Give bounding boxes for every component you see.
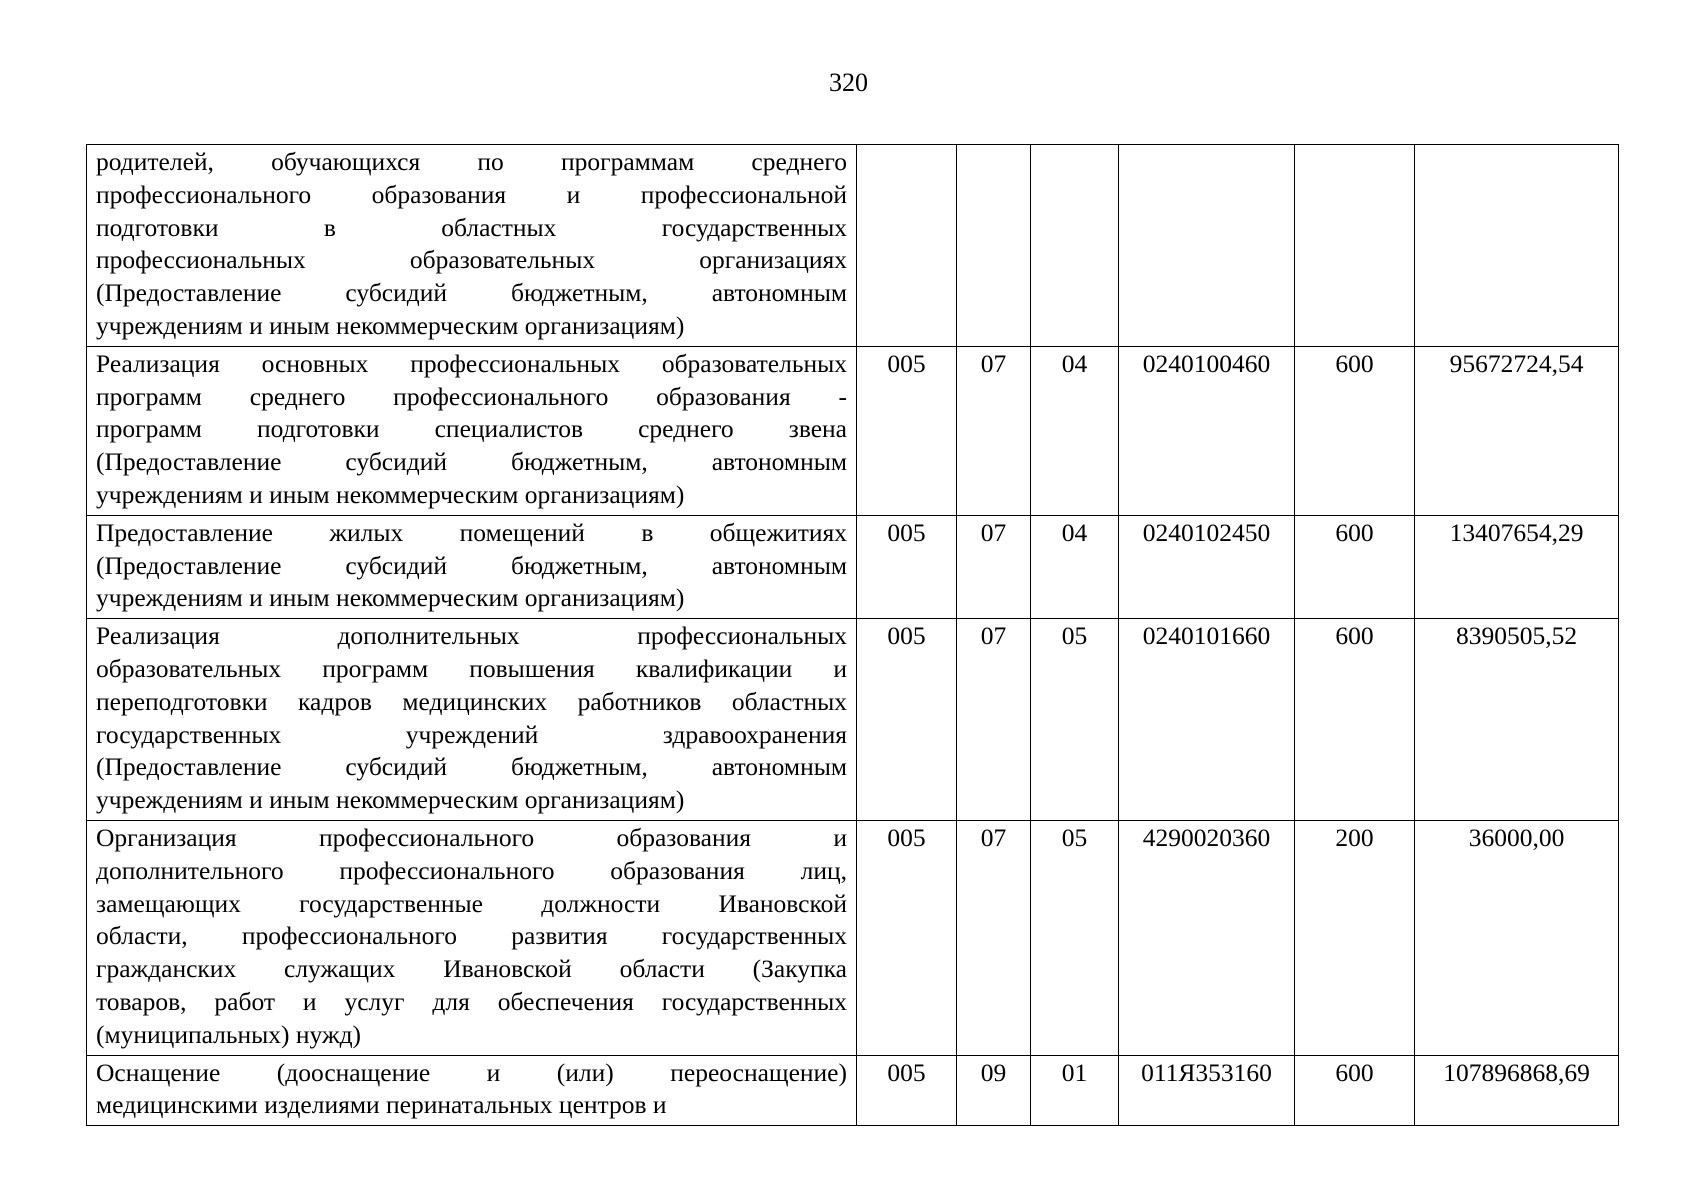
description-line: Реализация дополнительных профессиональных — [96, 621, 847, 651]
description-line: (муниципальных) нужд) — [96, 1019, 362, 1049]
table-row — [87, 820, 1619, 1055]
expense-type-cell: 600 — [1295, 515, 1415, 618]
table-row — [87, 619, 1619, 821]
description-cell — [87, 346, 857, 515]
description-line: Оснащение (дооснащение и (или) переоснащение) — [96, 1057, 847, 1087]
table-row — [87, 1055, 1619, 1126]
description-line: (Предоставление субсидий бюджетным, автономным — [96, 752, 847, 782]
subsection-code-cell — [1031, 145, 1119, 347]
description-cell — [87, 619, 857, 821]
section-code-cell — [957, 145, 1031, 347]
description-line: учреждениям и иным некоммерческим организациям) — [96, 785, 685, 815]
description-line: программ среднего профессионального образования - — [96, 381, 847, 411]
subsection-code-cell: 04 — [1031, 515, 1119, 618]
description-line: дополнительного профессионального образования лиц, — [96, 855, 847, 885]
budget-table — [86, 144, 1619, 1126]
description-cell — [87, 1055, 857, 1126]
ministry-code-cell: 005 — [857, 619, 957, 821]
amount-cell: 36000,00 — [1415, 820, 1619, 1055]
table-body — [87, 145, 1619, 1126]
ministry-code-cell: 005 — [857, 515, 957, 618]
target-article-cell — [1119, 145, 1295, 347]
subsection-code-cell: 04 — [1031, 346, 1119, 515]
amount-cell: 13407654,29 — [1415, 515, 1619, 618]
description-line: учреждениям и иным некоммерческим организациям) — [96, 479, 685, 509]
description-line: замещающих государственные должности Ивановской — [96, 888, 847, 918]
expense-type-cell: 600 — [1295, 1055, 1415, 1126]
description-line: государственных учреждений здравоохранения — [96, 719, 847, 749]
section-code-cell: 07 — [957, 619, 1031, 821]
expense-type-cell — [1295, 145, 1415, 347]
amount-cell: 95672724,54 — [1415, 346, 1619, 515]
ministry-code-cell: 005 — [857, 346, 957, 515]
description-line: программ подготовки специалистов среднего звена — [96, 414, 847, 444]
description-line: профессиональных образовательных организациях — [96, 245, 847, 275]
description-line: области, профессионального развития государственных — [96, 921, 847, 951]
expense-type-cell: 600 — [1295, 619, 1415, 821]
page-number: 320 — [829, 68, 868, 97]
expense-type-cell: 600 — [1295, 346, 1415, 515]
description-line: гражданских служащих Ивановской области (Закупка — [96, 954, 847, 984]
table-row — [87, 515, 1619, 618]
table-row — [87, 145, 1619, 347]
amount-cell: 8390505,52 — [1415, 619, 1619, 821]
description-cell — [87, 145, 857, 347]
amount-cell: 107896868,69 — [1415, 1055, 1619, 1126]
section-code-cell: 07 — [957, 820, 1031, 1055]
description-line: переподготовки кадров медицинских работников областных — [96, 686, 847, 716]
description-line: Реализация основных профессиональных образовательных — [96, 348, 847, 378]
description-line: родителей, обучающихся по программам среднего — [96, 147, 847, 176]
section-code-cell: 07 — [957, 346, 1031, 515]
subsection-code-cell: 01 — [1031, 1055, 1119, 1126]
target-article-cell: 011Я353160 — [1119, 1055, 1295, 1126]
section-code-cell: 07 — [957, 515, 1031, 618]
description-cell — [87, 820, 857, 1055]
description-line: Предоставление жилых помещений в общежитиях — [96, 517, 847, 547]
description-line: образовательных программ повышения квалификации и — [96, 653, 847, 683]
expense-type-cell: 200 — [1295, 820, 1415, 1055]
description-line: учреждениям и иным некоммерческим организациям) — [96, 583, 685, 613]
description-line: подготовки в областных государственных — [96, 212, 847, 242]
description-line: (Предоставление субсидий бюджетным, автономным — [96, 447, 847, 477]
description-line: товаров, работ и услуг для обеспечения государственных — [96, 986, 847, 1016]
target-article-cell: 4290020360 — [1119, 820, 1295, 1055]
section-code-cell: 09 — [957, 1055, 1031, 1126]
target-article-cell: 0240101660 — [1119, 619, 1295, 821]
target-article-cell: 0240102450 — [1119, 515, 1295, 618]
description-cell — [87, 515, 857, 618]
description-line: учреждениям и иным некоммерческим организациям) — [96, 310, 685, 340]
subsection-code-cell: 05 — [1031, 619, 1119, 821]
target-article-cell: 0240100460 — [1119, 346, 1295, 515]
description-line: (Предоставление субсидий бюджетным, автономным — [96, 278, 847, 308]
description-line: профессионального образования и профессиональной — [96, 179, 847, 209]
subsection-code-cell: 05 — [1031, 820, 1119, 1055]
description-line: медицинскими изделиями перинатальных центров и — [96, 1090, 667, 1120]
ministry-code-cell: 005 — [857, 1055, 957, 1126]
amount-cell — [1415, 145, 1619, 347]
ministry-code-cell: 005 — [857, 820, 957, 1055]
table-row — [87, 346, 1619, 515]
description-line: (Предоставление субсидий бюджетным, автономным — [96, 550, 847, 580]
description-line: Организация профессионального образования и — [96, 822, 847, 852]
ministry-code-cell — [857, 145, 957, 347]
